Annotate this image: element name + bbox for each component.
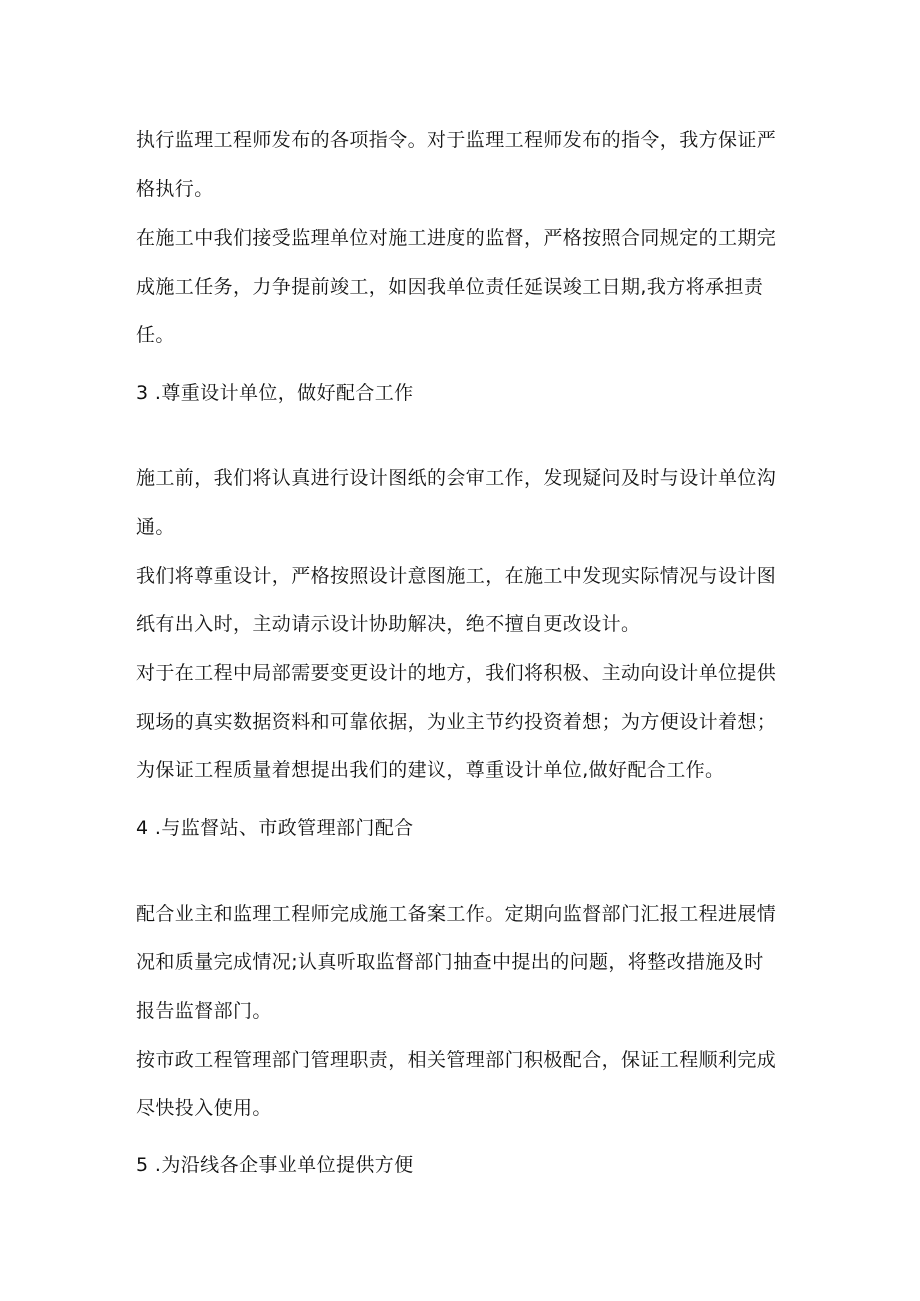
paragraph-line: 我们将尊重设计，严格按照设计意图施工，在施工中发现实际情况与设计图 [136, 565, 777, 587]
paragraph-line: 尽快投入使用。 [136, 1097, 272, 1119]
paragraph-line: 任。 [136, 324, 175, 346]
section-heading: 3 .尊重设计单位，做好配合工作 [136, 382, 414, 404]
paragraph-line: 按市政工程管理部门管理职责，相关管理部门积极配合，保证工程顺利完成 [136, 1049, 777, 1071]
section-heading: 5 .为沿线各企事业单位提供方便 [136, 1154, 414, 1176]
paragraph-line: 成施工任务，力争提前竣工，如因我单位责任延误竣工日期,我方将承担责 [136, 276, 764, 298]
paragraph-line: 施工前，我们将认真进行设计图纸的会审工作，发现疑问及时与设计单位沟 [136, 467, 777, 489]
paragraph-line: 对于在工程中局部需要变更设计的地方，我们将积极、主动向设计单位提供 [136, 662, 777, 684]
paragraph-line: 在施工中我们接受监理单位对施工进度的监督，严格按照合同规定的工期完 [136, 227, 777, 249]
paragraph-line: 报告监督部门。 [136, 1000, 272, 1022]
paragraph-line: 现场的真实数据资料和可靠依据，为业主节约投资着想；为方便设计着想； [136, 711, 777, 733]
paragraph-line: 纸有出入时，主动请示设计协助解决，绝不擅自更改设计。 [136, 613, 641, 635]
paragraph-line: 为保证工程质量着想提出我们的建议，尊重设计单位,做好配合工作。 [136, 759, 725, 781]
paragraph-line: 通。 [136, 516, 175, 538]
paragraph-line: 格执行。 [136, 178, 214, 200]
paragraph-line: 况和质量完成情况;认真听取监督部门抽查中提出的问题，将整改措施及时 [136, 951, 764, 973]
paragraph-line: 配合业主和监理工程师完成施工备案工作。定期向监督部门汇报工程进展情 [136, 903, 777, 925]
paragraph-line: 执行监理工程师发布的各项指令。对于监理工程师发布的指令，我方保证严 [136, 129, 777, 151]
section-heading: 4 .与监督站、市政管理部门配合 [136, 817, 414, 839]
